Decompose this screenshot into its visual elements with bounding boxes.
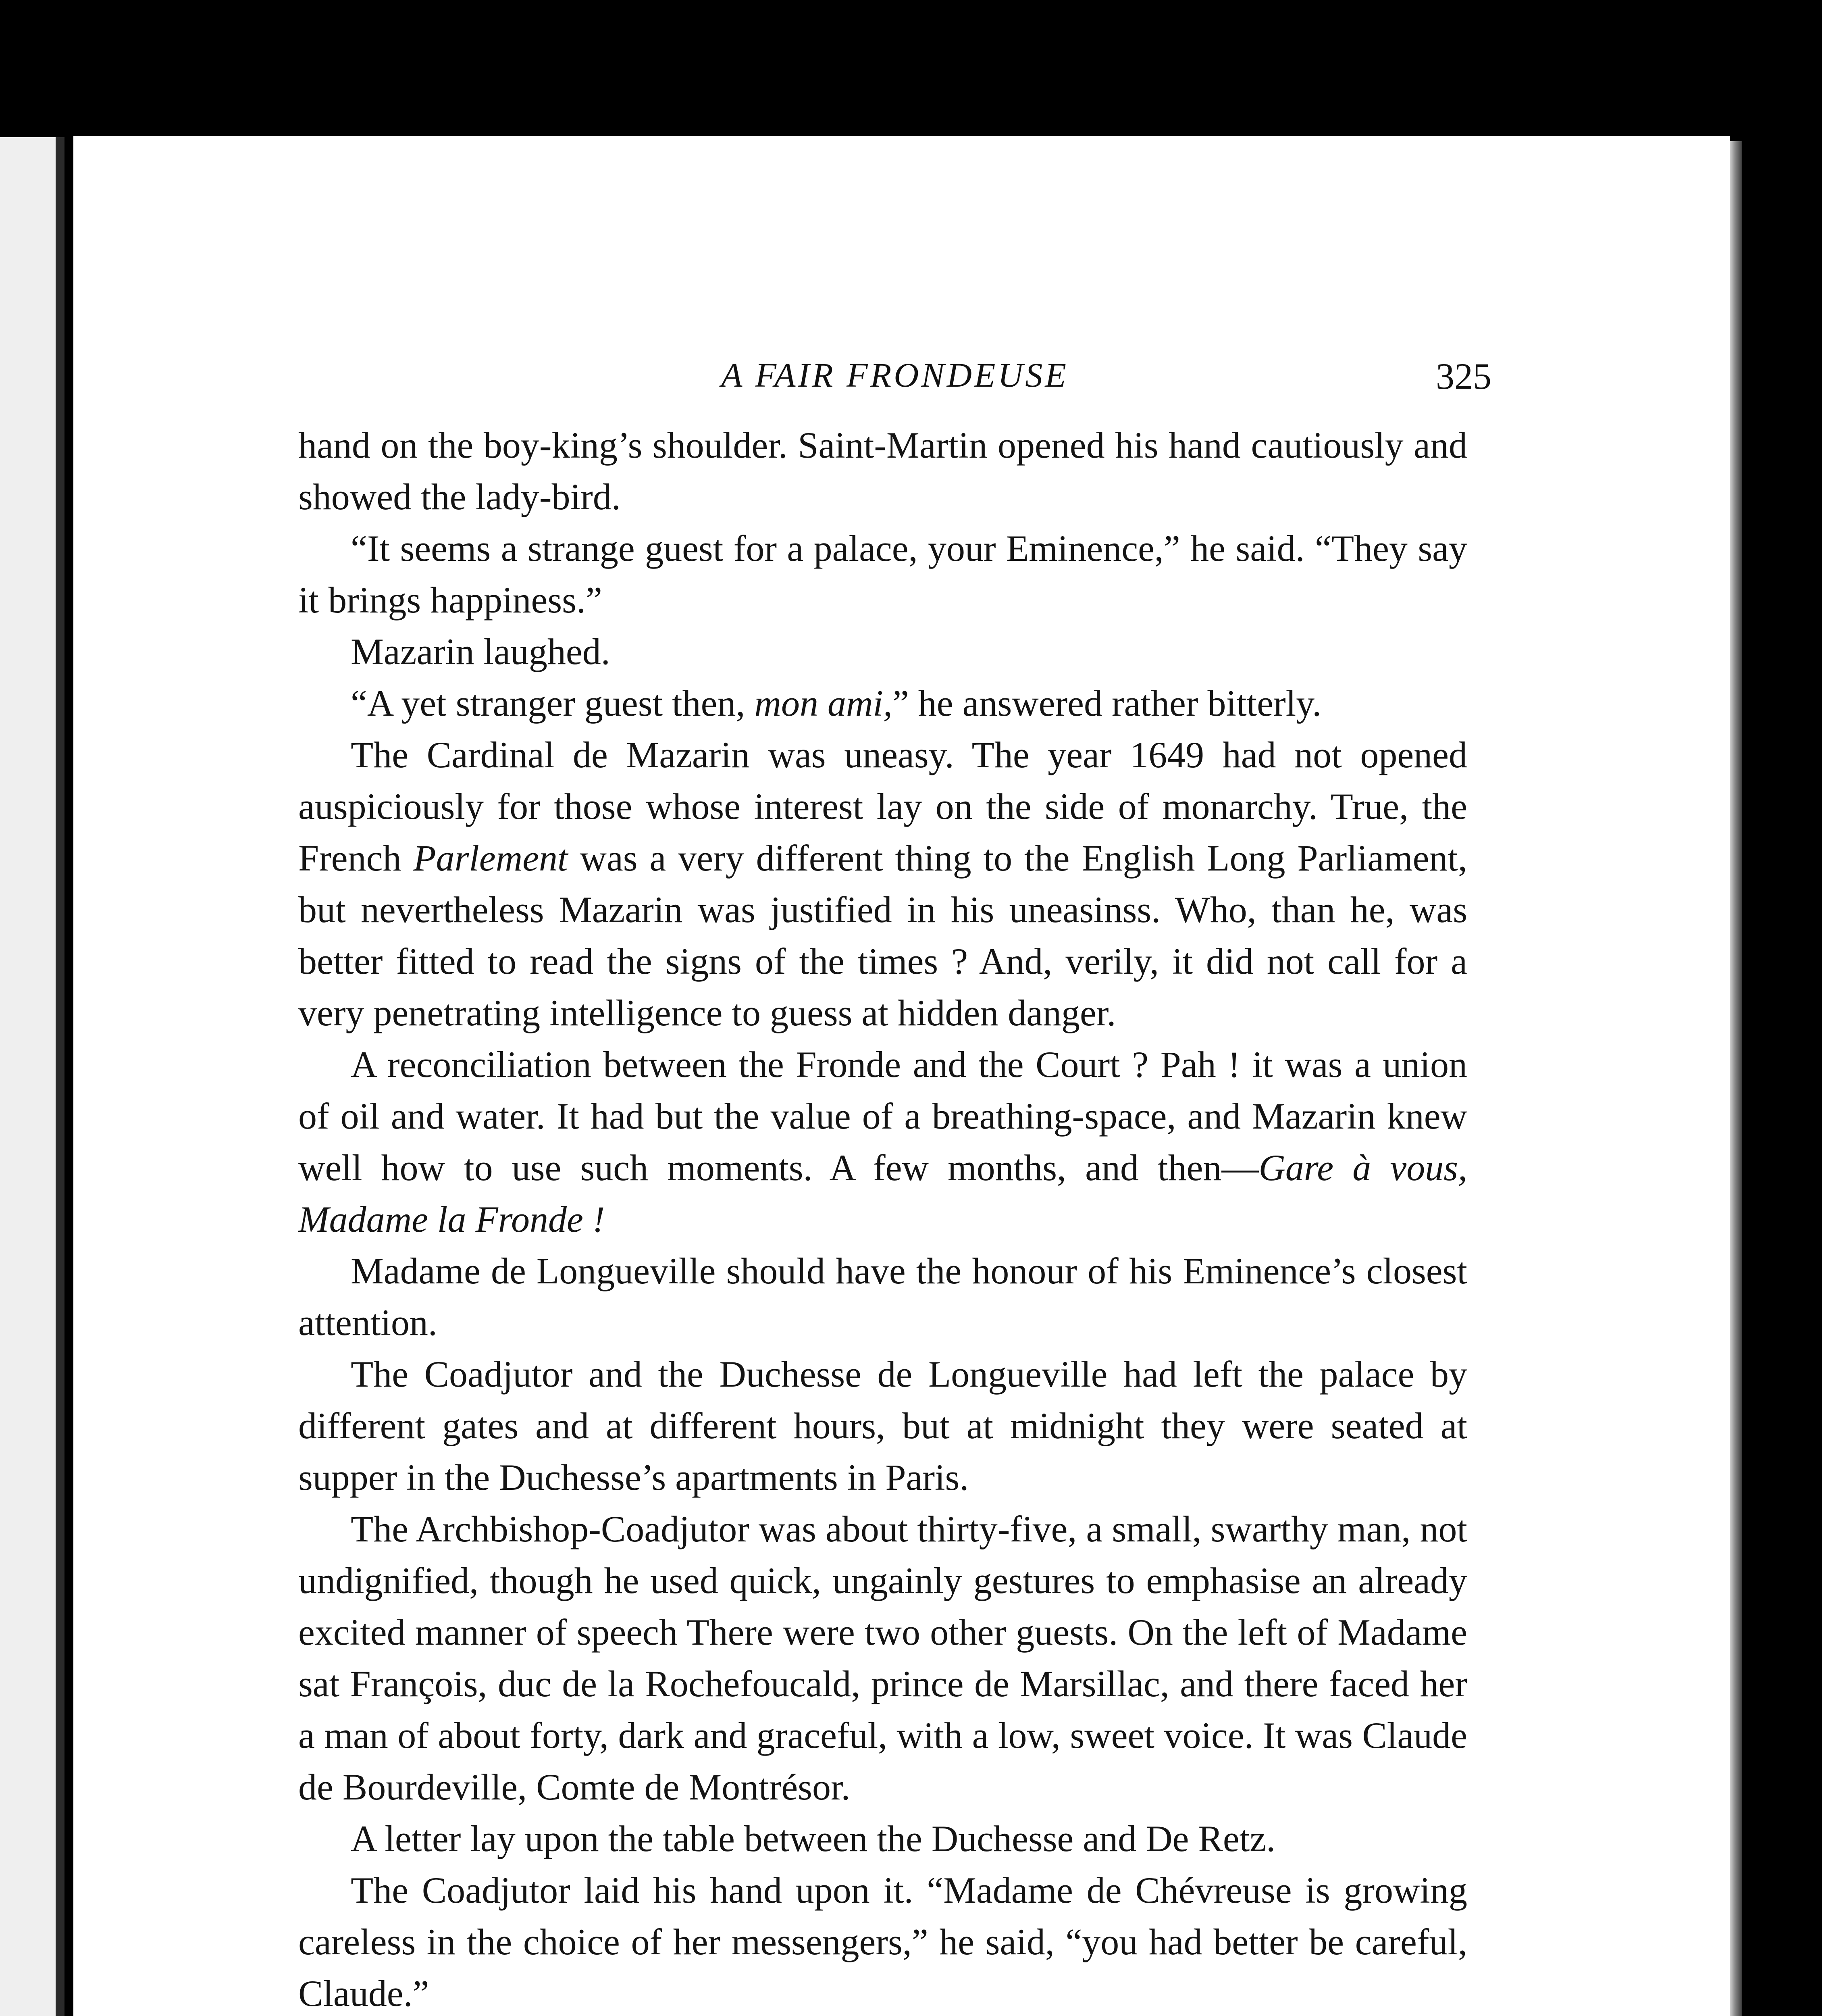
page-number: 325 bbox=[1436, 356, 1491, 397]
paragraph-text: The Coadjutor and the Duchesse de Longueville had left the palace by different gates and at different hours, but at midnight they were seated at supper in the Duchesse’s apartments in Paris. bbox=[298, 1354, 1467, 1498]
paragraph bbox=[298, 1864, 1467, 2016]
paragraph-text: ” he answered rather bitterly. bbox=[892, 683, 1322, 724]
paragraph-text: “A yet stranger guest then, bbox=[351, 683, 755, 724]
italic-phrase: Gare à vous, Madame la Fronde ! bbox=[298, 1147, 1467, 1240]
running-head bbox=[298, 355, 1491, 403]
paragraph-text: The Coadjutor laid his hand upon it. “Madame de Chévreuse is growing careless in the choice of her messengers,” he said, “you had better be careful, Claude.” bbox=[298, 1870, 1467, 2014]
paragraph-text: The Cardinal de Mazarin was uneasy. The year 1649 had not opened auspiciously for those whose interest lay on the side of monarchy. True, the French bbox=[298, 734, 1467, 879]
italic-phrase: mon ami, bbox=[754, 683, 892, 724]
paragraph-text: A reconciliation between the Fronde and the Court ? Pah ! it was a union of oil and water. It had but the value of a breathing-space, and Mazarin knew well how to use such moments. A few months, and then— bbox=[298, 1044, 1467, 1188]
facing-page-edge bbox=[0, 137, 64, 2016]
paragraph-text: “It seems a strange guest for a palace, your Eminence,” he said. “They say it brings happiness.” bbox=[298, 528, 1467, 621]
paragraph-text: Mazarin laughed. bbox=[351, 631, 610, 672]
paragraph bbox=[298, 1039, 1467, 1245]
paragraph-text: The Archbishop-Coadjutor was about thirty-five, a small, swarthy man, not undignified, though he used quick, ungainly gestures to emphasise an already excited manner of speech There were two other guests. On the left of Madame sat François, duc de la Rochefoucald, prince de Marsillac, and there faced her a man of about forty, dark and graceful, with a low, sweet voice. It was Claude de Bourdeville, Comte de Montrésor. bbox=[298, 1508, 1467, 1808]
body-text bbox=[298, 419, 1467, 2016]
paragraph bbox=[298, 677, 1467, 729]
running-title: A FAIR FRONDEUSE bbox=[721, 356, 1069, 394]
paragraph-text: A letter lay upon the table between the Duchesse and De Retz. bbox=[351, 1818, 1276, 1859]
paragraph bbox=[298, 1503, 1467, 1813]
paragraph-text: Madame de Longueville should have the honour of his Eminence’s closest attention. bbox=[298, 1250, 1467, 1343]
page-right-edge bbox=[1730, 141, 1742, 2016]
paragraph bbox=[298, 1348, 1467, 1503]
paragraph bbox=[298, 1245, 1467, 1348]
paragraph bbox=[298, 1813, 1467, 1864]
paragraph-text: was a very different thing to the English Long Parliament, but nevertheless Mazarin was justified in his uneasinss. Who, than he, was better fitted to read the signs of the times ? And, verily, it did not call for a very penetrating intelligence to guess at hidden danger. bbox=[298, 837, 1467, 1033]
paragraph bbox=[298, 419, 1467, 523]
italic-phrase: Parlement bbox=[413, 837, 568, 879]
paragraph bbox=[298, 729, 1467, 1039]
paragraph bbox=[298, 626, 1467, 677]
paragraph bbox=[298, 523, 1467, 626]
paragraph-text: hand on the boy-king’s shoulder. Saint-Martin opened his hand cautiously and showed the lady-bird. bbox=[298, 425, 1467, 517]
